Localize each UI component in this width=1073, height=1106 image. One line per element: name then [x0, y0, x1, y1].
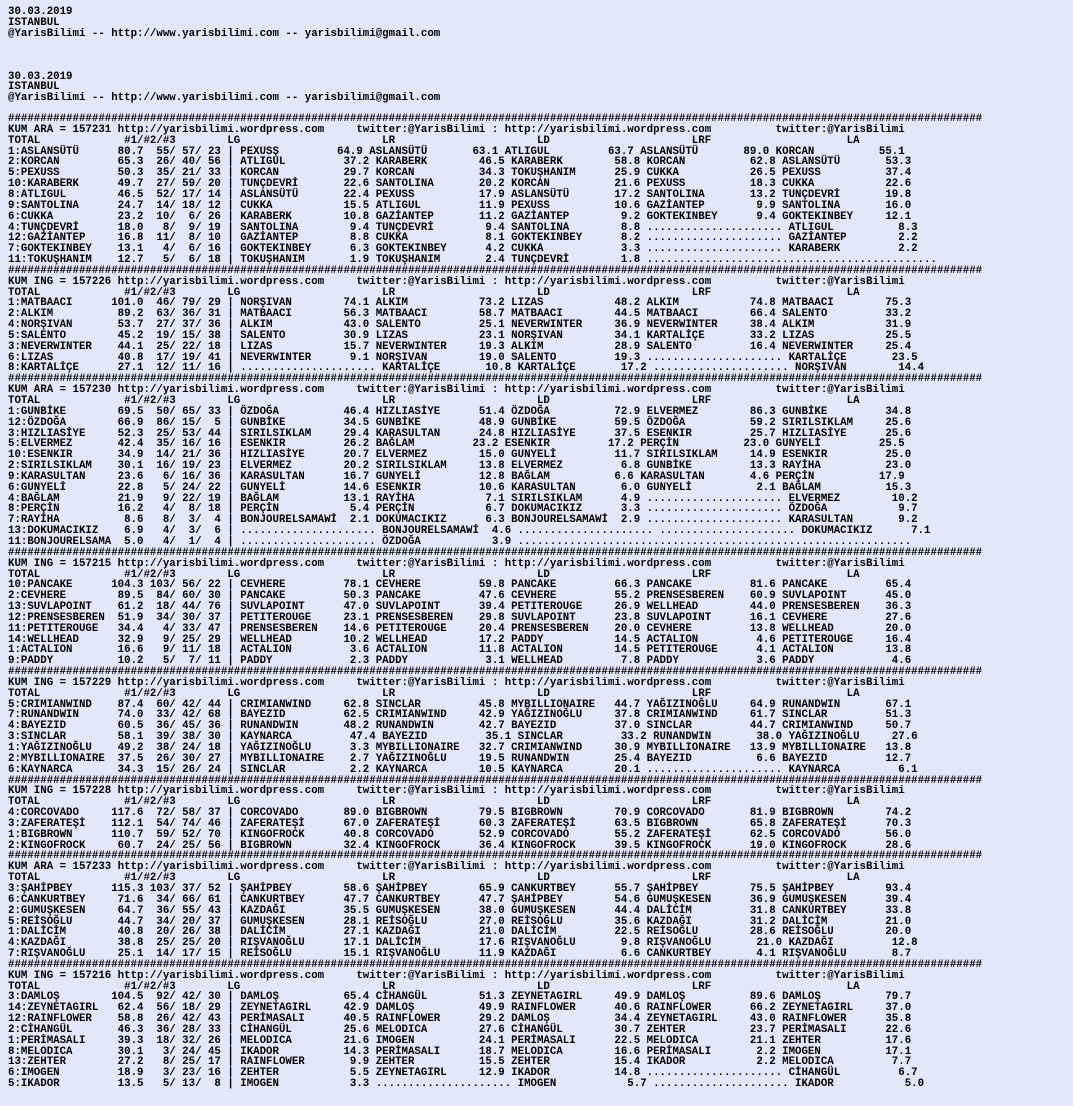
header-spacer: [8, 40, 1073, 72]
report-date: 30.03.2019: [8, 6, 73, 18]
race-tables: ####################################################################################################################################################### KUM ARA = 157231 http://yarisbilimi.wordpress.com twitter:@YarisBilimi : http://yarisbilimi.wordpress.com twitter:@YarisBilimi TOTAL #1/#2/#3 LG LR LD LRF LA 1:ASLANSÜTÜ 80.7 55/ 57/ 23 | PEXUSŞ 64.9 ASLANSÜTÜ 63.1 ATLIGUL 63.7 ASLANSÜTÜ 89.0 KORCAN 55.1 2:KORCAN 65.3 26/ 40/ 56 | ATLIGUL 37.2 KARABERK 46.5 KARABERK 58.8 KORCAN 62.8 ASLANSÜTÜ 53.3 5:PEXUSS 50.3 35/ 21/ 33 | KORCAN 29.7 KORCAN 34.3 TOKUŞHANIM 25.9 CUKKA 26.5 PEXUSS 37.4 10:KARABERK 49.7 27/ 59/ 20 | TUNÇDEVRİ 22.6 SANTOLINA 20.2 KORCAN 21.6 PEXUSS 18.3 CUKKA 22.6 8:ATLIGUL 46.5 52/ 17/ 14 | ASLANSÜTÜ 22.4 PEXUSS 17.9 ASLANSÜTÜ 17.2 SANTOLINA 13.2 TUNÇDEVRİ 19.8 9:SANTOLINA 24.7 14/ 18/ 12 | CUKKA 15.5 ATLIGUL 11.9 PEXUSS 10.6 GAZİANTEP 9.9 SANTOLINA 16.0 6:CUKKA 23.2 10/ 6/ 26 | KARABERK 10.8 GAZİANTEP 11.2 GAZİANTEP 9.2 GOKTEKINBEY 9.4 GOKTEKINBEY 12.1 4:TUNÇDEVRİ 18.0 8/ 9/ 19 | SANTOLINA 9.4 TUNÇDEVRİ 9.4 SANTOLINA 8.8 ..................... ATLIGUL 8.3 12:GAZİANTEP 16.8 11/ 8/ 10 | GAZİANTEP 8.8 CUKKA 8.1 GOKTEKINBEY 8.2 ..................... GAZİANTEP 2.2 7:GOKTEKINBEY 13.1 4/ 6/ 16 | GOKTEKINBEY 6.3 GOKTEKINBEY 4.2 CUKKA 3.3 ..................... KARABERK 2.2 11:TOKUŞHANIM 12.7 5/ 6/ 18 | TOKUŞHANIM 1.9 TOKUŞHANIM 2.4 TUNÇDEVRİ 1.8 ............................................. ####################################################################################################################################################### KUM ING = 157226 http://yarisbilimi.wordpress.com twitter:@YarisBilimi : http://yarisbilimi.wordpress.com twitter:@YarisBilimi TOTAL #1/#2/#3 LG LR LD LRF LA 1:MATBAACI 101.0 46/ 79/ 29 | NORŞIVAN 74.1 ALKIM 73.2 LIZAS 48.2 ALKIM 74.8 MATBAACI 75.3 2:ALKIM 89.2 63/ 36/ 31 | MATBAACI 56.3 MATBAACI 58.7 MATBAACI 44.5 MATBAACI 66.4 SALENTO 33.2 4:NORŞIVAN 53.7 27/ 37/ 36 | ALKIM 43.0 SALENTO 25.1 NEVERWINTER 36.9 NEVERWINTER 38.4 ALKIM 31.9 5:SALENTO 45.2 19/ 15/ 38 | SALENTO 30.9 LIZAS 23.1 NORŞIVAN 34.1 KARTALİÇE 33.2 LIZAS 25.5 3:NEVERWINTER 44.1 25/ 22/ 18 | LIZAS 15.7 NEVERWINTER 19.3 ALKIM 28.9 SALENTO 16.4 NEVERWINTER 25.4 6:LIZAS 40.8 17/ 19/ 41 | NEVERWINTER 9.1 NORŞIVAN 19.0 SALENTO 19.3 ..................... KARTALİÇE 23.5 8:KARTALİÇE 27.1 12/ 11/ 16 | ..................... KARTALİÇE 10.8 KARTALİÇE 17.2 ..................... NORŞIVAN 14.4 ####################################################################################################################################################### KUM ARA = 157230 http://yarisbilimi.wordpress.com twitter:@YarisBilimi : http://yarisbilimi.wordpress.com twitter:@YarisBilimi TOTAL #1/#2/#3 LG LR LD LRF LA 1:GUNBİKE 69.5 50/ 65/ 33 | ÖZDOĞA 46.4 HIZLIASİYE 51.4 ÖZDOĞA 72.9 ELVERMEZ 86.3 GUNBİKE 34.8 12:ÖZDOĞA 66.9 86/ 15/ 5 | GUNBİKE 34.5 GUNBİKE 48.9 GUNBİKE 59.5 ÖZDOĞA 59.2 SIRILSIKLAM 25.6 3:HIZLIASİYE 52.3 25/ 53/ 44 | SIRILSIKLAM 29.4 KARASULTAN 24.8 HIZLIASİYE 37.5 ESENKIR 25.7 HIZLIASİYE 25.6 5:ELVERMEZ 42.4 35/ 16/ 16 | ESENKIR 26.2 BAĞLAM 23.2 ESENKIR 17.2 PERÇİN 23.0 GUNYELİ 25.5 10:ESENKIR 34.9 14/ 21/ 36 | HIZLIASİYE 20.7 ELVERMEZ 15.0 GUNYELİ 11.7 SIRILSIKLAM 14.9 ESENKIR 25.0 2:SIRILSIKLAM 30.1 16/ 19/ 23 | ELVERMEZ 20.2 SIRILSIKLAM 13.8 ELVERMEZ 6.8 GUNBİKE 13.3 RAYİHA 23.0 9:KARASULTAN 23.6 6/ 16/ 36 | KARASULTAN 16.7 GUNYELİ 12.8 BAĞLAM 6.6 KARASULTAN 4.6 PERÇİN 17.9 6:GUNYELİ 22.8 5/ 24/ 22 | GUNYELİ 14.6 ESENKIR 10.6 KARASULTAN 6.0 GUNYELİ 2.1 BAĞLAM 15.3 4:BAĞLAM 21.9 9/ 22/ 19 | BAĞLAM 13.1 RAYİHA 7.1 SIRILSIKLAM 4.9 ..................... ELVERMEZ 10.2 8:PERÇİN 16.2 4/ 8/ 18 | PERÇİN 5.4 PERÇİN 6.7 DOKUMACIKIZ 3.3 ..................... ÖZDOĞA 9.7 7:RAYİHA 8.6 8/ 3/ 4 | BONJOURELSAMAWİ 2.1 DOKUMACIKIZ 6.3 BONJOURELSAMAWİ 2.9 ..................... KARASULTAN 9.2 13:DOKUMACIKIZ 6.9 4/ 3/ 6 | ..................... BONJOURELSAMAWİ 4.6 ..................... ..................... DOKUMACIKIZ 7.1 11:BONJOURELSAMA 5.0 4/ 1/ 4 | ..................... ÖZDOĞA 3.9 ............................................................. ####################################################################################################################################################### KUM ING = 157215 http://yarisbilimi.wordpress.com twitter:@YarisBilimi : http://yarisbilimi.wordpress.com twitter:@YarisBilimi TOTAL #1/#2/#3 LG LR LD LRF LA 10:PANCAKE 104.3 103/ 56/ 22 | CEVHERE 78.1 CEVHERE 59.8 PANCAKE 66.3 PANCAKE 81.6 PANCAKE 65.4 2:CEVHERE 89.5 84/ 60/ 30 | PANCAKE 50.3 PANCAKE 47.6 CEVHERE 55.2 PRENSESBEREN 60.9 SUVLAPOINT 45.0 13:SUVLAPOINT 61.2 18/ 44/ 76 | SUVLAPOINT 47.0 SUVLAPOINT 39.4 PETITEROUGE 26.9 WELLHEAD 44.0 PRENSESBEREN 36.3 12:PRENSESBEREN 51.9 34/ 30/ 37 | PETITEROUGE 23.1 PRENSESBEREN 29.8 SUVLAPOINT 23.8 SUVLAPOINT 16.1 CEVHERE 27.6 11:PETITEROUGE 34.4 4/ 33/ 47 | PRENSESBEREN 14.6 PETITEROUGE 20.4 PRENSESBEREN 20.0 CEVHERE 13.8 WELLHEAD 20.0 14:WELLHEAD 32.9 9/ 25/ 29 | WELLHEAD 10.2 WELLHEAD 17.2 PADDY 14.5 ACTALION 4.6 PETITEROUGE 16.4 1:ACTALION 16.6 9/ 11/ 18 | ACTALION 3.6 ACTALION 11.8 ACTALION 14.5 PETITEROUGE 4.1 ACTALION 13.8 9:PADDY 10.2 5/ 7/ 11 | PADDY 2.3 PADDY 3.1 WELLHEAD 7.8 PADDY 3.6 PADDY 4.6 ####################################################################################################################################################### KUM ING = 157229 http://yarisbilimi.wordpress.com twitter:@YarisBilimi : http://yarisbilimi.wordpress.com twitter:@YarisBilimi TOTAL #1/#2/#3 LG LR LD LRF LA 5:CRIMIANWIND 87.4 60/ 42/ 44 | CRIMIANWIND 62.8 SINCLAR 45.8 MYBILLIONAIRE 44.7 YAĞIZINOĞLU 64.9 RUNANDWIN 67.1 7:RUNANDWIN 74.0 33/ 42/ 68 | BAYEZID 62.5 CRIMIANWIND 42.9 YAĞIZINOĞLU 37.8 CRIMIANWIND 61.7 SINCLAR 51.3 4:BAYEZID 60.5 36/ 45/ 36 | RUNANDWIN 48.2 RUNANDWIN 42.7 BAYEZID 37.0 SINCLAR 44.7 CRIMIANWIND 50.7 3:SINCLAR 58.1 39/ 38/ 30 | KAYNARCA 47.4 BAYEZID 35.1 SINCLAR 33.2 RUNANDWIN 38.0 YAĞIZINOĞLU 27.6 1:YAĞIZINOĞLU 49.2 38/ 24/ 18 | YAĞIZINOĞLU 3.3 MYBILLIONAIRE 32.7 CRIMIANWIND 30.9 MYBILLIONAIRE 13.9 MYBILLIONAIRE 13.8 2:MYBILLIONAIRE 37.5 26/ 30/ 27 | MYBILLIONAIRE 2.7 YAĞIZINOĞLU 19.5 RUNANDWIN 25.4 BAYEZID 6.6 BAYEZID 12.7 6:KAYNARCA 34.3 15/ 26/ 24 | SINCLAR 2.2 KAYNARCA 10.5 KAYNARCA 20.1 ..................... KAYNARCA 6.1 ####################################################################################################################################################### KUM ING = 157228 http://yarisbilimi.wordpress.com twitter:@YarisBilimi : http://yarisbilimi.wordpress.com twitter:@YarisBilimi TOTAL #1/#2/#3 LG LR LD LRF LA 4:CORCOVADO 117.6 72/ 58/ 37 | CORCOVADO 89.0 BIGBROWN 79.5 BIGBROWN 70.9 CORCOVADO 81.9 BIGBROWN 74.2 3:ZAFERATEŞİ 112.1 54/ 74/ 46 | ZAFERATEŞİ 67.0 ZAFERATEŞİ 60.3 ZAFERATEŞİ 63.5 BIGBROWN 65.8 ZAFERATEŞİ 70.3 1:BIGBROWN 110.7 59/ 52/ 70 | KINGOFROCK 40.8 CORCOVADO 52.9 CORCOVADO 55.2 ZAFERATEŞİ 62.5 CORCOVADO 56.0 2:KINGOFROCK 60.7 24/ 25/ 56 | BIGBROWN 32.4 KINGOFROCK 36.4 KINGOFROCK 39.5 KINGOFROCK 19.0 KINGOFROCK 28.6 ####################################################################################################################################################### KUM ARA = 157233 http://yarisbilimi.wordpress.com twitter:@YarisBilimi : http://yarisbilimi.wordpress.com twitter:@YarisBilimi TOTAL #1/#2/#3 LG LR LD LRF LA 3:ŞAHİPBEY 115.3 103/ 37/ 52 | ŞAHİPBEY 58.6 ŞAHİPBEY 65.9 CANKURTBEY 55.7 ŞAHİPBEY 75.5 ŞAHİPBEY 93.4 6:CANKURTBEY 71.6 34/ 66/ 61 | CANKURTBEY 47.7 CANKURTBEY 47.7 ŞAHİPBEY 54.6 GUMUŞKESEN 36.9 GUMUŞKESEN 39.4 2:GUMUŞKESEN 64.7 36/ 55/ 43 | KAZDAĞI 35.5 GUMUŞKESEN 38.0 GUMUŞKESEN 44.4 DALİCİM 31.8 CANKURTBEY 33.8 5:REİSOĞLU 44.7 34/ 20/ 37 | GUMUŞKESEN 28.1 REİSOĞLU 27.0 REİSOĞLU 35.6 KAZDAĞI 31.2 DALİCİM 21.0 1:DALİCİM 40.8 20/ 26/ 38 | DALİCİM 27.1 KAZDAĞI 21.0 DALİCİM 22.5 REİSOĞLU 28.6 REİSOĞLU 20.0 4:KAZDAĞI 38.8 25/ 25/ 20 | RIŞVANOĞLU 17.1 DALİCİM 17.6 RIŞVANOĞLU 9.8 RIŞVANOĞLU 21.0 KAZDAĞI 12.8 7:RIŞVANOĞLU 25.1 14/ 17/ 15 | REİSOĞLU 15.1 RIŞVANOĞLU 11.9 KAZDAĞI 6.6 CANKURTBEY 4.1 RIŞVANOĞLU 8.7 ####################################################################################################################################################### KUM ING = 157216 http://yarisbilimi.wordpress.com twitter:@YarisBilimi : http://yarisbilimi.wordpress.com twitter:@YarisBilimi TOTAL #1/#2/#3 LG LR LD LRF LA 3:DAMLOŞ 104.5 92/ 42/ 30 | DAMLOŞ 65.4 CİHANGÜL 51.3 ZEYNETAGIRL 49.9 DAMLOŞ 89.6 DAMLOŞ 79.7 14:ZEYNETAGIRL 62.4 56/ 18/ 29 | ZEYNETAGIRL 42.9 DAMLOŞ 49.9 RAINFLOWER 40.6 RAINFLOWER 66.2 ZEYNETAGIRL 37.0 12:RAINFLOWER 58.8 26/ 42/ 43 | PERİMASALI 40.5 RAINFLOWER 29.2 DAMLOŞ 34.4 ZEYNETAGIRL 43.0 RAINFLOWER 35.8 2:CİHANGÜL 46.3 36/ 28/ 33 | CİHANGÜL 25.6 MELODICA 27.6 CİHANGÜL 30.7 ZEHTER 23.7 PERİMASALI 22.6 1:PERİMASALI 39.3 18/ 32/ 26 | MELODICA 21.6 IMOGEN 24.1 PERİMASALI 22.5 MELODICA 21.1 ZEHTER 17.6 8:MELODICA 30.1 3/ 24/ 45 | IKADOR 14.3 PERİMASALI 18.7 MELODICA 16.6 PERİMASALI 2.2 IMOGEN 17.1 13:ZEHTER 27.2 8/ 25/ 17 | RAINFLOWER 9.9 ZEHTER 15.5 ZEHTER 15.4 IKADOR 2.2 MELODICA 7.7 6:IMOGEN 18.9 3/ 23/ 16 | ZEHTER 5.5 ZEYNETAGIRL 12.9 IKADOR 14.8 ..................... CİHANGÜL 6.7 5:IKADOR 13.5 5/ 13/ 8 | IMOGEN 3.3 ..................... IMOGEN 5.7 ..................... IKADOR 5.0: [8, 113, 983, 1091]
report-contact: @YarisBilimi -- http://www.yarisbilimi.com -- yarisbilimi@gmail.com: [8, 27, 441, 40]
report-header-second: [8, 72, 1073, 105]
report-header-first: [8, 7, 1073, 40]
report-date-repeat: 30.03.2019: [8, 70, 73, 83]
report-contact-repeat: @YarisBilimi -- http://www.yarisbilimi.com -- yarisbilimi@gmail.com: [8, 92, 441, 105]
report-city: ISTANBUL: [8, 16, 60, 29]
report-city-repeat: ISTANBUL: [8, 81, 60, 94]
